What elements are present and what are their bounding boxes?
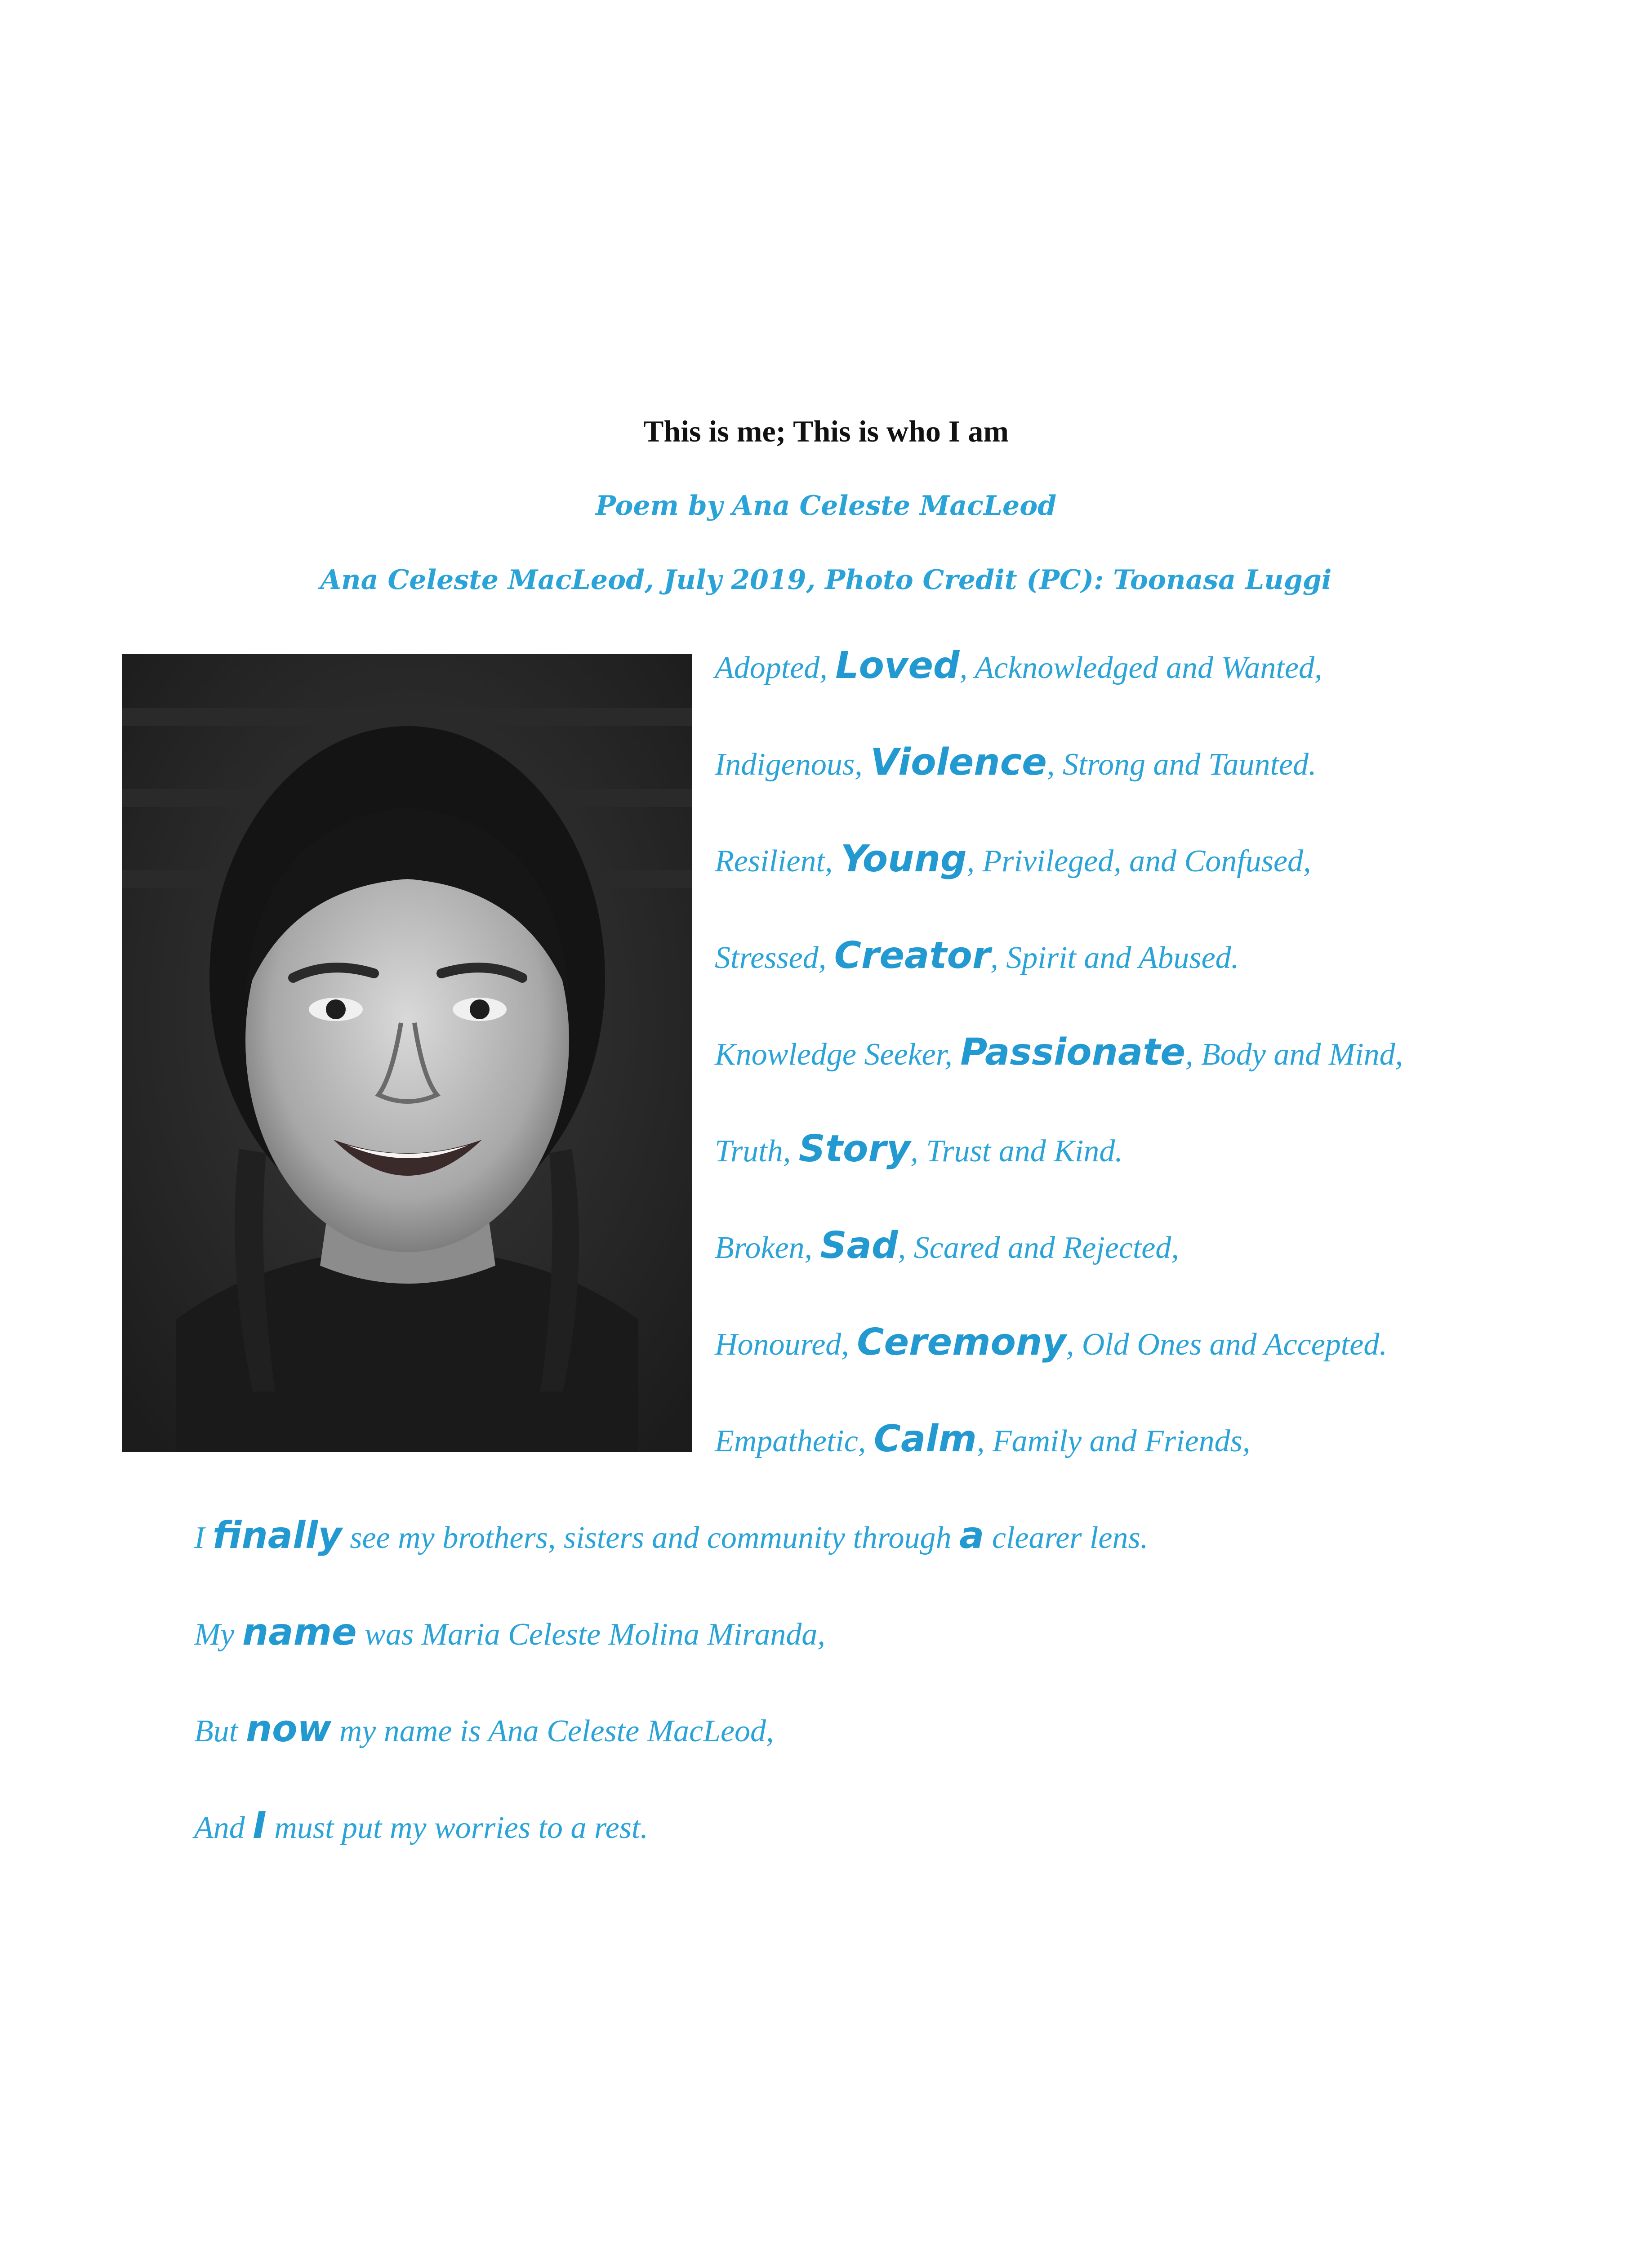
poem-line: Stressed, Creator, Spirit and Abused. bbox=[715, 934, 1239, 977]
author-portrait-photo bbox=[122, 654, 692, 1452]
poem-line: Knowledge Seeker, Passionate, Body and Mind, bbox=[715, 1031, 1403, 1074]
poem-closing-line: And I must put my worries to a rest. bbox=[194, 1804, 648, 1847]
photo-caption: Ana Celeste MacLeod, July 2019, Photo Credit (PC): Toonasa Luggi bbox=[320, 564, 1332, 596]
poem-line: Broken, Sad, Scared and Rejected, bbox=[715, 1224, 1179, 1267]
poem-line: Truth, Story, Trust and Kind. bbox=[715, 1128, 1123, 1170]
poem-title: This is me; This is who I am bbox=[643, 414, 1009, 448]
poem-line: Empathetic, Calm, Family and Friends, bbox=[715, 1418, 1251, 1460]
poem-line: Resilient, Young, Privileged, and Confused, bbox=[715, 838, 1311, 880]
poem-line: Honoured, Ceremony, Old Ones and Accepted. bbox=[715, 1321, 1387, 1364]
poem-byline: Poem by Ana Celeste MacLeod bbox=[595, 490, 1057, 522]
poem-closing-line: I finally see my brothers, sisters and community through a clearer lens. bbox=[194, 1514, 1149, 1557]
poem-closing-line: But now my name is Ana Celeste MacLeod, bbox=[194, 1708, 774, 1750]
poem-closing-line: My name was Maria Celeste Molina Miranda, bbox=[194, 1611, 825, 1654]
poem-line: Adopted, Loved, Acknowledged and Wanted, bbox=[715, 644, 1322, 687]
poem-line: Indigenous, Violence, Strong and Taunted. bbox=[715, 741, 1317, 784]
